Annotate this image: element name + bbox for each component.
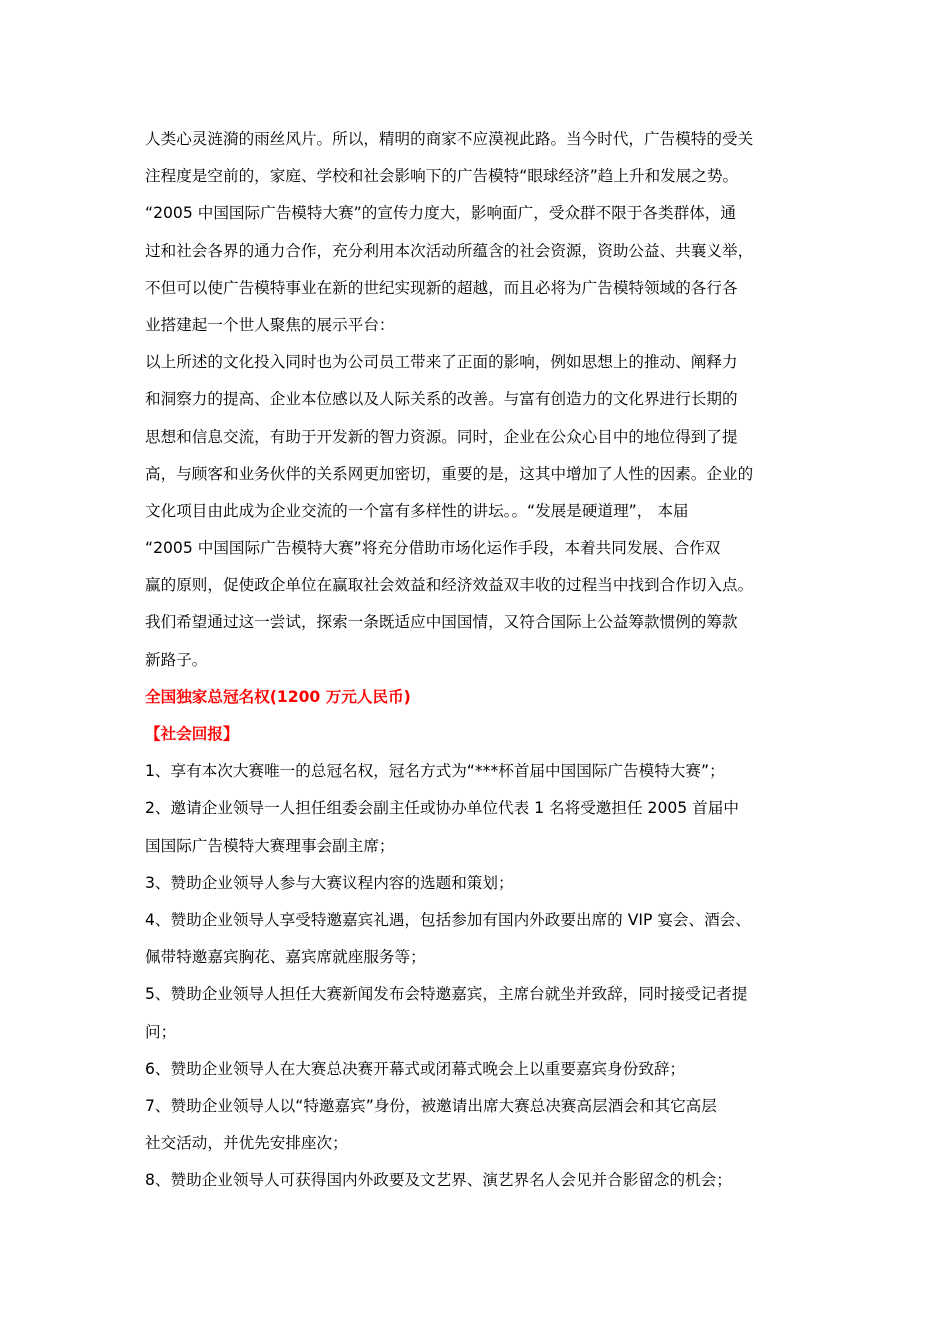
text-line: 思想和信息交流，有助于开发新的智力资源。同时，企业在公众心目中的地位得到了提	[145, 427, 738, 446]
list-item	[145, 902, 817, 976]
list-item	[145, 790, 817, 864]
text-line: 文化项目由此成为企业交流的一个富有多样性的讲坛。。“发展是硬道理”， 本届	[145, 501, 689, 520]
social-return-heading: 【社会回报】	[145, 725, 239, 743]
text-line: 赢的原则，促使政企单位在赢取社会效益和经济效益双丰收的过程当中找到合作切入点。	[145, 576, 754, 595]
text-line: 注程度是空前的，家庭、学校和社会影响下的广告模特“眼球经济”趋上升和发展之势。	[145, 167, 739, 186]
text-line: 过和社会各界的通力合作，充分利用本次活动所蕴含的社会资源，资助公益、共襄义举，	[145, 241, 754, 260]
text-line: “2005 中国国际广告模特大赛”将充分借助市场化运作手段，本着共同发展、合作双	[145, 539, 721, 558]
list-item	[145, 1088, 817, 1162]
text-line: 2、邀请企业领导一人担任组委会副主任或协办单位代表 1 名将受邀担任 2005 首届中	[145, 799, 739, 818]
text-line: “2005 中国国际广告模特大赛”的宣传力度大，影响面广，受众群不限于各类群体，通	[145, 204, 736, 223]
text-line: 问；	[145, 1022, 177, 1041]
list-item	[145, 1051, 817, 1088]
text-line: 高，与顾客和业务伙伴的关系网更加密切，重要的是，这其中增加了人性的因素。企业的	[145, 464, 754, 483]
text-line: 7、赞助企业领导人以“特邀嘉宾”身份，被邀请出席大赛总决赛高层酒会和其它高层	[145, 1096, 717, 1115]
list-item	[145, 865, 817, 902]
text-line: 3、赞助企业领导人参与大赛议程内容的选题和策划；	[145, 873, 514, 892]
text-line: 以上所述的文化投入同时也为公司员工带来了正面的影响，例如思想上的推动、阐释力	[145, 353, 738, 372]
paragraph-company-impact	[145, 344, 817, 679]
text-line: 业搭建起一个世人聚焦的展示平台：	[145, 315, 395, 334]
text-line: 和洞察力的提高、企业本位感以及人际关系的改善。与富有创造力的文化界进行长期的	[145, 390, 738, 409]
text-line: 1、享有本次大赛唯一的总冠名权，冠名方式为“***杯首届中国国际广告模特大赛”；	[145, 762, 725, 781]
text-line: 社交活动，并优先安排座次；	[145, 1134, 348, 1153]
list-item	[145, 1162, 817, 1199]
text-line: 不但可以使广告模特事业在新的世纪实现新的超越，而且必将为广告模特领域的各行各	[145, 278, 738, 297]
text-line: 5、赞助企业领导人担任大赛新闻发布会特邀嘉宾，主席台就坐并致辞，同时接受记者提	[145, 985, 748, 1004]
text-line: 佩带特邀嘉宾胸花、嘉宾席就座服务等；	[145, 948, 426, 967]
document-body	[145, 121, 817, 1199]
text-line: 新路子。	[145, 650, 208, 669]
benefit-list	[145, 753, 817, 1199]
text-line: 我们希望通过这一尝试，探索一条既适应中国国情，又符合国际上公益筹款惯例的筹款	[145, 613, 738, 632]
text-line: 6、赞助企业领导人在大赛总决赛开幕式或闭幕式晚会上以重要嘉宾身份致辞；	[145, 1059, 686, 1078]
text-line: 国国际广告模特大赛理事会副主席；	[145, 836, 395, 855]
paragraph-culture-sponsorship	[145, 121, 817, 344]
text-line: 8、赞助企业领导人可获得国内外政要及文艺界、演艺界名人会见并合影留念的机会；	[145, 1171, 732, 1190]
sponsorship-title: 全国独家总冠名权(1200 万元人民币)	[145, 687, 411, 706]
text-line: 4、赞助企业领导人享受特邀嘉宾礼遇，包括参加有国内外政要出席的 VIP 宴会、酒会、	[145, 910, 751, 929]
list-item	[145, 753, 817, 790]
text-line: 人类心灵涟漪的雨丝风片。所以，精明的商家不应漠视此路。当今时代，广告模特的受关	[145, 130, 754, 148]
list-item	[145, 976, 817, 1050]
